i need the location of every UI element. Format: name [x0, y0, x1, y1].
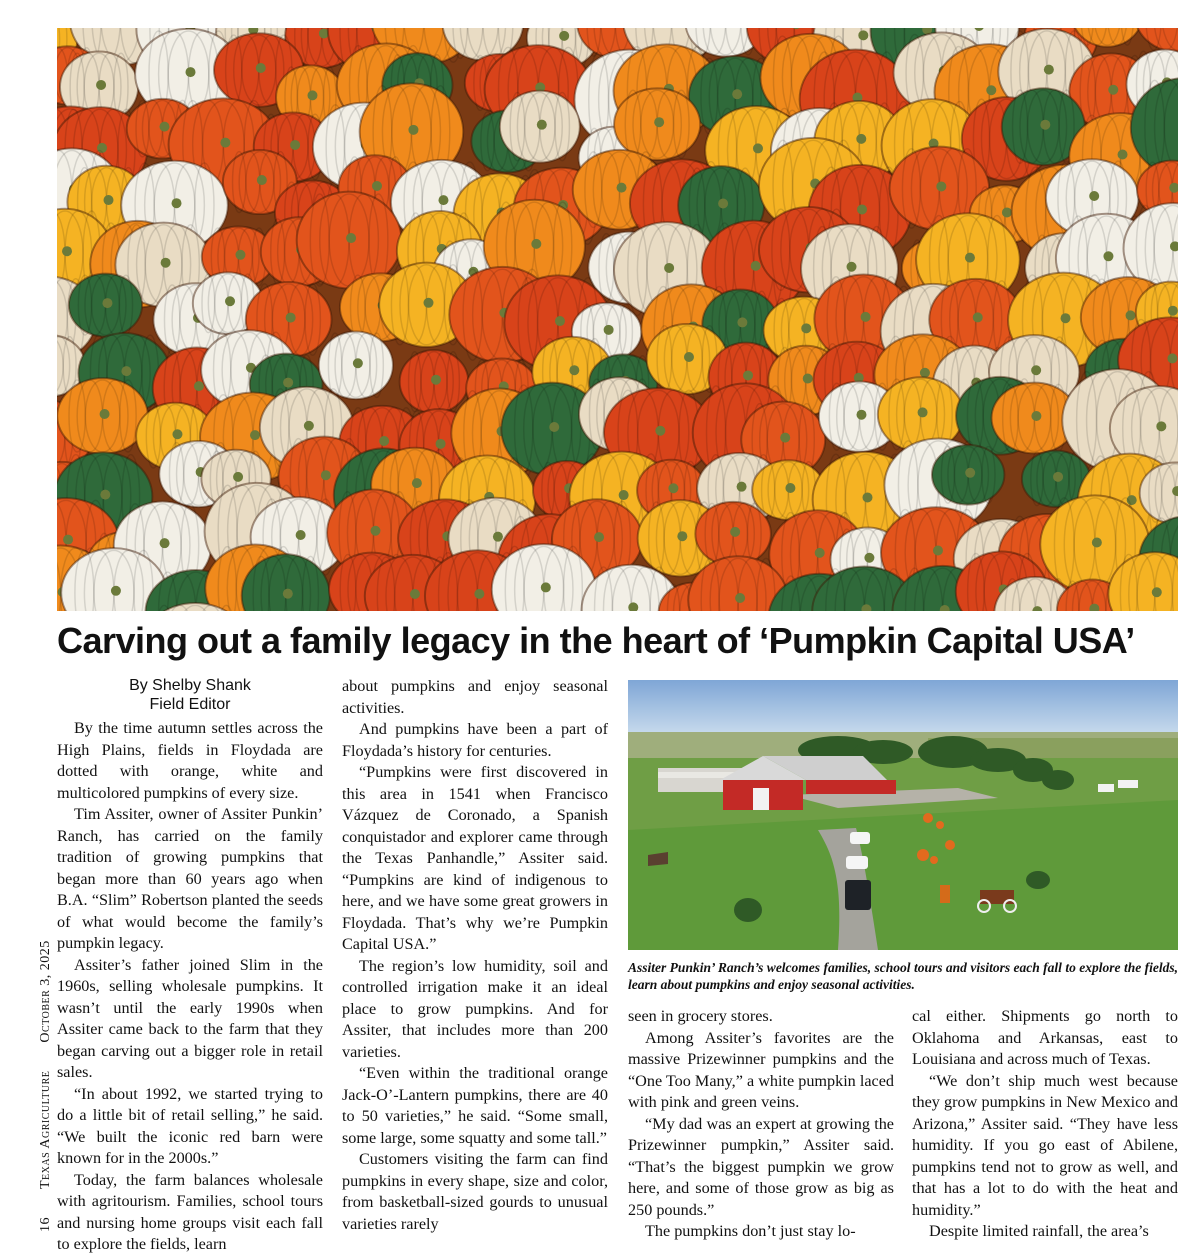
ranch-aerial-photo: [628, 680, 1178, 950]
pumpkin: [319, 331, 393, 399]
pumpkin: [1134, 28, 1178, 52]
pumpkin: [932, 445, 1004, 505]
paragraph: By the time autumn settles across the High Plains, fields in Floydada are dotted with orange, white and multicolored pumpkins of every size.: [57, 719, 323, 802]
pumpkin-photo: [57, 28, 1178, 611]
pumpkin: [400, 350, 469, 413]
byline-title: Field Editor: [149, 696, 231, 713]
paragraph: “We don’t ship much west because they grow pumpkins in New Mexico and Arizona,” Assiter said. “They have less humidity. If you go east of Abilene, pumpkins tend not to grow as well, and that has a lot to do with the heat and humidity.”: [912, 1071, 1178, 1219]
paragraph: Tim Assiter, owner of Assiter Punkin’ Ranch, has carried on the family tradition of growing pumpkins that began more than 60 years ago when B.A. “Slim” Robertson planted the seeds of what would become the family’s pumpkin legacy.: [57, 805, 323, 952]
paragraph: Assiter’s father joined Slim in the 1960s, selling wholesale pumpkins. It wasn’t until the early 1990s when Assiter came back to the farm that they began carving out a bigger role in retail sales.: [57, 955, 323, 1081]
paragraph: Customers visiting the farm can find pumpkins in every shape, size and color, from basketball-sized gourds to unusual varieties rarely: [342, 1150, 608, 1233]
paragraph: Despite limited rainfall, the area’s: [929, 1222, 1149, 1240]
page-number: 16: [38, 1217, 53, 1232]
pumpkin: [614, 88, 700, 160]
pumpkin-photo-illustration: [57, 28, 1178, 611]
pumpkin: [57, 378, 148, 454]
issue-date: October 3, 2025: [38, 940, 53, 1043]
paragraph: “Pumpkins were first discovered in this area in 1541 when Francisco Vázquez de Coronado, a Spanish conquistador and explorer came through the Texas Panhandle,” Assiter said. “Pumpkins are kind of indigenous to here, and we have some great growers in Floydada. That’s why we’re Pumpkin Capital USA.”: [342, 763, 608, 953]
article-column-2: [342, 676, 608, 1235]
paragraph: “In about 1992, we started trying to do a little bit of retail selling,” he said. “We built the iconic red barn were known for in the 2000s.”: [57, 1084, 323, 1167]
article-column-4: [912, 1006, 1178, 1243]
byline: [57, 676, 323, 714]
pumpkin: [69, 274, 142, 337]
byline-author: By Shelby Shank: [129, 677, 251, 694]
ranch-aerial-illustration: [628, 680, 1178, 950]
paragraph: The region’s low humidity, soil and controlled irrigation make it an ideal place to grow pumpkins. And for Assiter, that includes more than 200 varieties.: [342, 956, 608, 1061]
paragraph: “My dad was an expert at growing the Prizewinner pumpkin,” Assiter said. “That’s the biggest pumpkin we grow here, and some of those grow as big as 250 pounds.”: [628, 1114, 894, 1219]
publication-name: Texas Agriculture: [38, 1070, 53, 1189]
paragraph: The pumpkins don’t just stay lo-: [645, 1222, 856, 1240]
article-headline: Carving out a family legacy in the heart of ‘Pumpkin Capital USA’: [57, 620, 1135, 661]
article-column-3: [628, 1006, 894, 1243]
paragraph: Among Assiter’s favorites are the massive Prizewinner pumpkins and the “One Too Many,” a white pumpkin laced with pink and green veins.: [628, 1028, 894, 1111]
photo-caption: Assiter Punkin’ Ranch’s welcomes families, school tours and visitors each fall to explore the fields, learn about pumpkins and enjoy seasonal activities.: [628, 960, 1178, 992]
paragraph-continued: about pumpkins and enjoy seasonal activities.: [342, 677, 608, 717]
paragraph: And pumpkins have been a part of Floydada’s history for centuries.: [342, 720, 608, 760]
paragraph: “Even within the traditional orange Jack-O’-Lantern pumpkins, there are 40 to 50 varieties,” he said. “Some small, some large, some squatty and some tall.”: [342, 1064, 608, 1147]
paragraph: Today, the farm balances wholesale with agritourism. Families, school tours and nursing home groups visit each fall to explore the fields, learn: [57, 1170, 323, 1253]
pumpkin: [500, 91, 580, 163]
article-column-1: [57, 676, 323, 1256]
page-folio: [38, 916, 54, 1232]
paragraph-continued: seen in grocery stores.: [628, 1007, 773, 1025]
paragraph-continued: cal either. Shipments go north to Oklahoma and Arkansas, east to Louisiana and across much of Texas.: [912, 1007, 1178, 1068]
